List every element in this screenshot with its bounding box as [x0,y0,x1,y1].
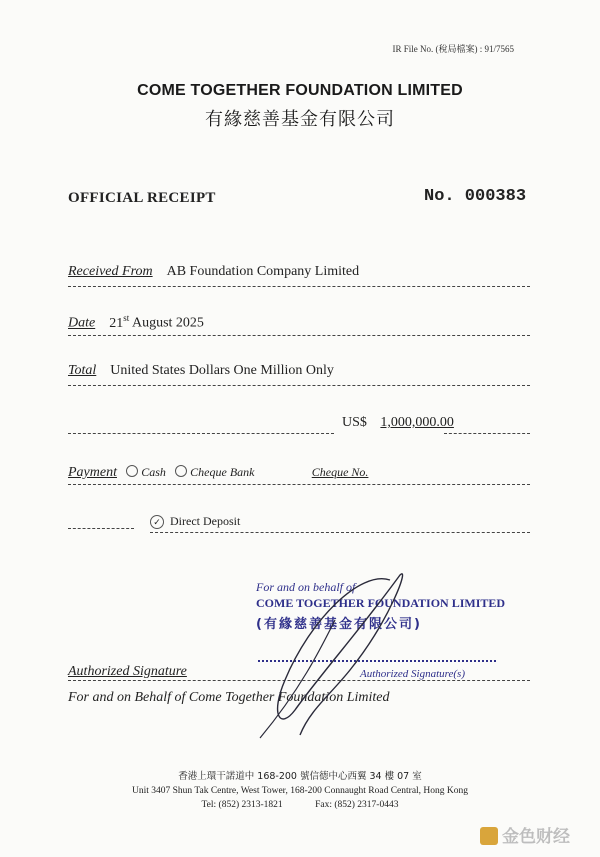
amount-row [68,412,530,434]
signature-stroke-2 [260,620,335,738]
total-label: Total [68,363,97,378]
checkmark-icon[interactable]: ✓ [150,515,164,529]
signature-stroke-1 [278,574,403,735]
cheque-radio-icon[interactable] [175,465,187,477]
watermark-logo-icon [480,827,498,845]
received-from-row [68,264,530,287]
amount-blank-line [68,433,334,434]
amount-text [342,415,454,431]
footer-address [0,770,600,812]
total-row [68,363,530,386]
ir-file-number: IR File No. (稅局檔案) : 91/7565 [392,44,514,54]
footer-tel: Tel: (852) 2313-1821 [201,800,283,810]
received-from-label: Received From [68,264,153,279]
organization-name-en: COME TOGETHER FOUNDATION LIMITED [137,82,463,99]
date-rest: August 2025 [131,315,204,331]
stamp-authorized-label: Authorized Signature(s) [360,668,465,680]
authorized-signature-label: Authorized Signature [68,664,187,679]
receipt-title: OFFICIAL RECEIPT [68,190,216,206]
currency-label: US$ [342,415,367,430]
payment-label: Payment [68,465,117,480]
date-suffix: st [123,313,130,323]
date-row [68,313,530,336]
handwritten-signature [240,560,430,750]
footer-address-zh: 香港上環干諾道中 168-200 號信德中心西翼 34 樓 07 室 [178,771,422,782]
footer-contact [0,798,600,812]
watermark-text: 金色财经 [502,827,570,847]
amount-tail-line [444,433,530,434]
receipt-number: No. 000383 [424,187,527,206]
watermark [480,822,570,847]
date-day: 21 [109,315,124,331]
on-behalf-text: For and on Behalf of Come Together Foundation Limited [68,690,390,705]
footer-fax: Fax: (852) 2317-0443 [315,800,399,810]
payment-row [68,464,530,485]
received-from-value: AB Foundation Company Limited [166,264,360,279]
amount-value: 1,000,000.00 [380,415,454,430]
direct-deposit-label: Direct Deposit [170,514,241,528]
footer-address-en: Unit 3407 Shun Tak Centre, West Tower, 168-200 Connaught Road Central, Hong Kong [131,786,469,796]
cheque-option-label: Cheque Bank [190,465,255,479]
cash-option-label: Cash [141,465,166,479]
stamp-line-3: (有緣慈善基金有限公司) [256,617,422,632]
stamp-line-1: For and on behalf of [256,580,356,594]
stamp-line-2: COME TOGETHER FOUNDATION LIMITED [256,596,506,610]
direct-deposit-row [150,514,530,533]
total-value: United States Dollars One Million Only [110,363,334,378]
organization-name-zh: 有緣慈善基金有限公司 [205,109,395,130]
cheque-no-label: Cheque No. [311,465,369,479]
direct-deposit-leading-line [68,514,134,529]
cash-radio-icon[interactable] [126,465,138,477]
date-label: Date [68,315,96,331]
